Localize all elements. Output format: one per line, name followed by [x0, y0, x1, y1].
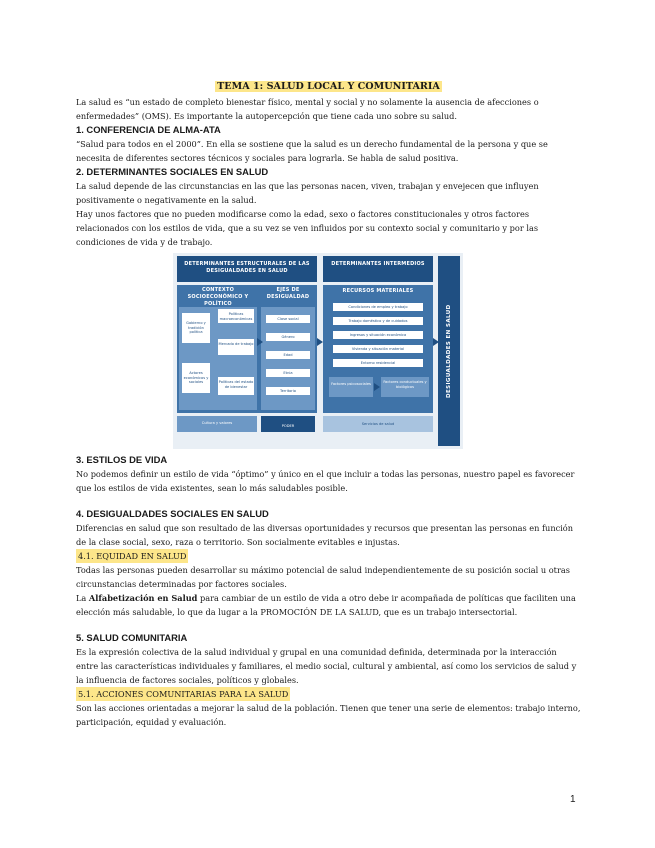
section-1-heading: 1. CONFERENCIA DE ALMA-ATA	[76, 124, 221, 135]
diagram-inequalities-label: DESIGUALDADES EN SALUD	[446, 304, 452, 398]
diagram-trabajo-domestico: Trabajo doméstico y de cuidados	[333, 317, 423, 325]
diagram-poder: PODER	[261, 416, 315, 432]
diagram-contexto-label: CONTEXTO SOCIOECONÓMICO Y POLÍTICO	[187, 287, 249, 307]
section-2-paragraph-1: La salud depende de las circunstancias en las que las personas nacen, viven, trabajan y envejecen que influyen positivamente o negativamente en la salud.	[76, 181, 539, 205]
diagram-arrow-2	[317, 338, 323, 346]
diagram-etnia: Etnia	[266, 369, 310, 377]
diagram-ejes-label: EJES DE DESIGUALDAD	[266, 287, 310, 300]
section-4-1-paragraph-1: Todas las personas pueden desarrollar su máximo potencial de salud independientemente de su posición social u otras circunstancias determinadas por factores sociales.	[76, 565, 570, 589]
diagram-politicas-macro: Políticas macroeconómicas	[218, 309, 254, 323]
diagram-arrow-3	[433, 338, 439, 346]
section-2-paragraph-2: Hay unos factores que no pueden modificarse como la edad, sexo o factores constitucionales y otros factores relacionados con los estilos de vida, que a su vez se ven influidos por su contexto social y comunitario y por las condiciones de vida y de trabajo.	[76, 209, 539, 247]
diagram-actores: Actores económicos y sociales	[182, 363, 210, 393]
section-3-heading: 3. ESTILOS DE VIDA	[76, 454, 168, 465]
section-5-1-paragraph: Son las acciones orientadas a mejorar la salud de la población. Tienen que tener una serie de elementos: trabajo interno, participación, equidad y evaluación.	[76, 703, 581, 727]
diagram-clase-social: Clase social	[266, 315, 310, 323]
document-title: TEMA 1: SALUD LOCAL Y COMUNITARIA	[217, 81, 440, 92]
diagram-servicios: Servicios de salud	[323, 416, 433, 432]
diagram-recursos-label: RECURSOS MATERIALES	[342, 288, 414, 294]
section-3-text: No podemos definir un estilo de vida “óptimo” y único en el que incluir a todas las personas, nuestro papel es favorecer que los estilos de vida existentes, sean lo más saludables posible.	[76, 469, 575, 493]
section-5-text: Es la expresión colectiva de la salud individual y grupal en una comunidad definida, determinada por la interacción entre las características individuales y familiares, el medio social, cultural y ambiental, así como los servicios de salud y la influencia de factores sociales, políticos y globales.	[76, 647, 577, 685]
diagram-vivienda: Vivienda y situación material	[333, 345, 423, 353]
section-5-1-heading: 5.1. ACCIONES COMUNITARIAS PARA LA SALUD	[78, 689, 289, 699]
diagram-header-intermediate: DETERMINANTES INTERMEDIOS	[323, 256, 433, 282]
diagram-arrow-4	[374, 383, 380, 391]
diagram-entorno: Entorno residencial	[333, 359, 423, 367]
section-5-heading: 5. SALUD COMUNITARIA	[76, 632, 188, 643]
intro-paragraph: La salud es “un estado de completo bienestar físico, mental y social y no solamente la ausencia de afecciones o enfermedades” (OMS). Es importante la autopercepción que tiene cada uno sobre su salud.	[76, 97, 539, 121]
section-4-1-paragraph-2: La Alfabetización en Salud para cambiar de un estilo de vida a otro debe ir acompañada de políticas que faciliten una elección más saludable, lo que da lugar a la PROMOCIÓN DE LA SALUD, que es un trabajo intersectorial.	[76, 593, 576, 617]
diagram-mercado: Mercado de trabajo	[218, 339, 254, 355]
alfabetizacion-term: Alfabetización en Salud	[88, 593, 198, 603]
diagram-arrow-1	[257, 338, 263, 346]
diagram-psicosociales: Factores psicosociales	[329, 377, 373, 397]
diagram-condiciones: Condiciones de empleo y trabajo	[333, 303, 423, 311]
diagram-conductuales: Factores conductuales y biológicos	[381, 377, 429, 397]
diagram-gobierno: Gobierno y tradición política	[182, 313, 210, 343]
determinants-diagram	[173, 253, 463, 449]
diagram-inequalities-bar	[438, 256, 460, 446]
diagram-edad: Edad	[266, 351, 310, 359]
diagram-territorio: Territorio	[266, 387, 310, 395]
section-4-1-heading: 4.1. EQUIDAD EN SALUD	[78, 551, 187, 561]
section-2-heading: 2. DETERMINANTES SOCIALES EN SALUD	[76, 166, 269, 177]
diagram-genero: Género	[266, 333, 310, 341]
document-page	[76, 80, 581, 729]
section-1-text: “Salud para todos en el 2000”. En ella se sostiene que la salud es un derecho fundamental de la persona y que se necesita de diferentes sectores técnicos y sociales para lograrla. Se habla de salud positiva.	[76, 139, 548, 163]
diagram-politicas-estado: Políticas del estado de bienestar	[218, 377, 254, 395]
diagram-ingresos: Ingresos y situación económica	[333, 331, 423, 339]
diagram-header-structural: DETERMINANTES ESTRUCTURALES DE LAS DESIGUALDADES EN SALUD	[177, 256, 317, 282]
diagram-cultura: Cultura y valores	[177, 416, 257, 432]
page-number: 1	[570, 794, 576, 805]
section-4-heading: 4. DESIGUALDADES SOCIALES EN SALUD	[76, 508, 269, 519]
section-4-text: Diferencias en salud que son resultado de las diversas oportunidades y recursos que presentan las personas en función de la clase social, sexo, raza o territorio. Son socialmente evitables e injustas.	[76, 523, 574, 547]
